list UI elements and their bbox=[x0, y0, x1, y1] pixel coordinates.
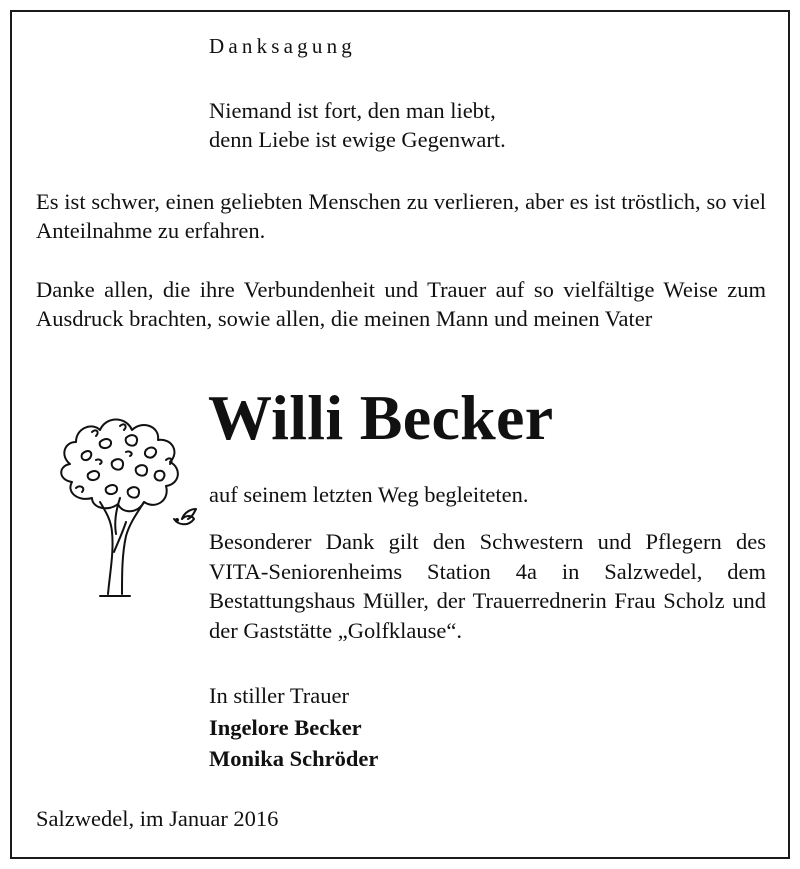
deceased-name: Willi Becker bbox=[208, 382, 554, 453]
paragraph-gratitude: Danke allen, die ihre Verbundenheit und Trauer auf so vielfältige Weise zum Ausdruck brachten, sowie allen, die meinen Mann und meinen Vater bbox=[36, 277, 766, 331]
special-thanks-paragraph: Besonderer Dank gilt den Schwestern und Pflegern des VITA-Seniorenheims Station 4a in Salzwedel, dem Bestattungshaus Müller, der Trauerrednerin Frau Scholz und der Gaststätte „Golfklause“. bbox=[209, 529, 766, 643]
place-date: Salzwedel, im Januar 2016 bbox=[36, 806, 279, 831]
tree-illustration-icon bbox=[30, 402, 210, 602]
signer-name-2: Monika Schröder bbox=[209, 746, 379, 771]
quote-line-2: denn Liebe ist ewige Gegenwart. bbox=[209, 127, 506, 152]
paragraph-loss: Es ist schwer, einen geliebten Menschen zu verlieren, aber es ist tröstlich, so viel Anteilnahme zu erfahren. bbox=[36, 189, 766, 243]
notice-heading: Danksagung bbox=[209, 34, 356, 58]
signoff-line: In stiller Trauer bbox=[209, 683, 349, 708]
signer-name-1: Ingelore Becker bbox=[209, 715, 362, 740]
quote-line-1: Niemand ist fort, den man liebt, bbox=[209, 98, 496, 123]
bird-icon bbox=[170, 505, 200, 531]
quote-block bbox=[209, 96, 506, 154]
last-journey-line: auf seinem letzten Weg begleiteten. bbox=[209, 482, 529, 507]
